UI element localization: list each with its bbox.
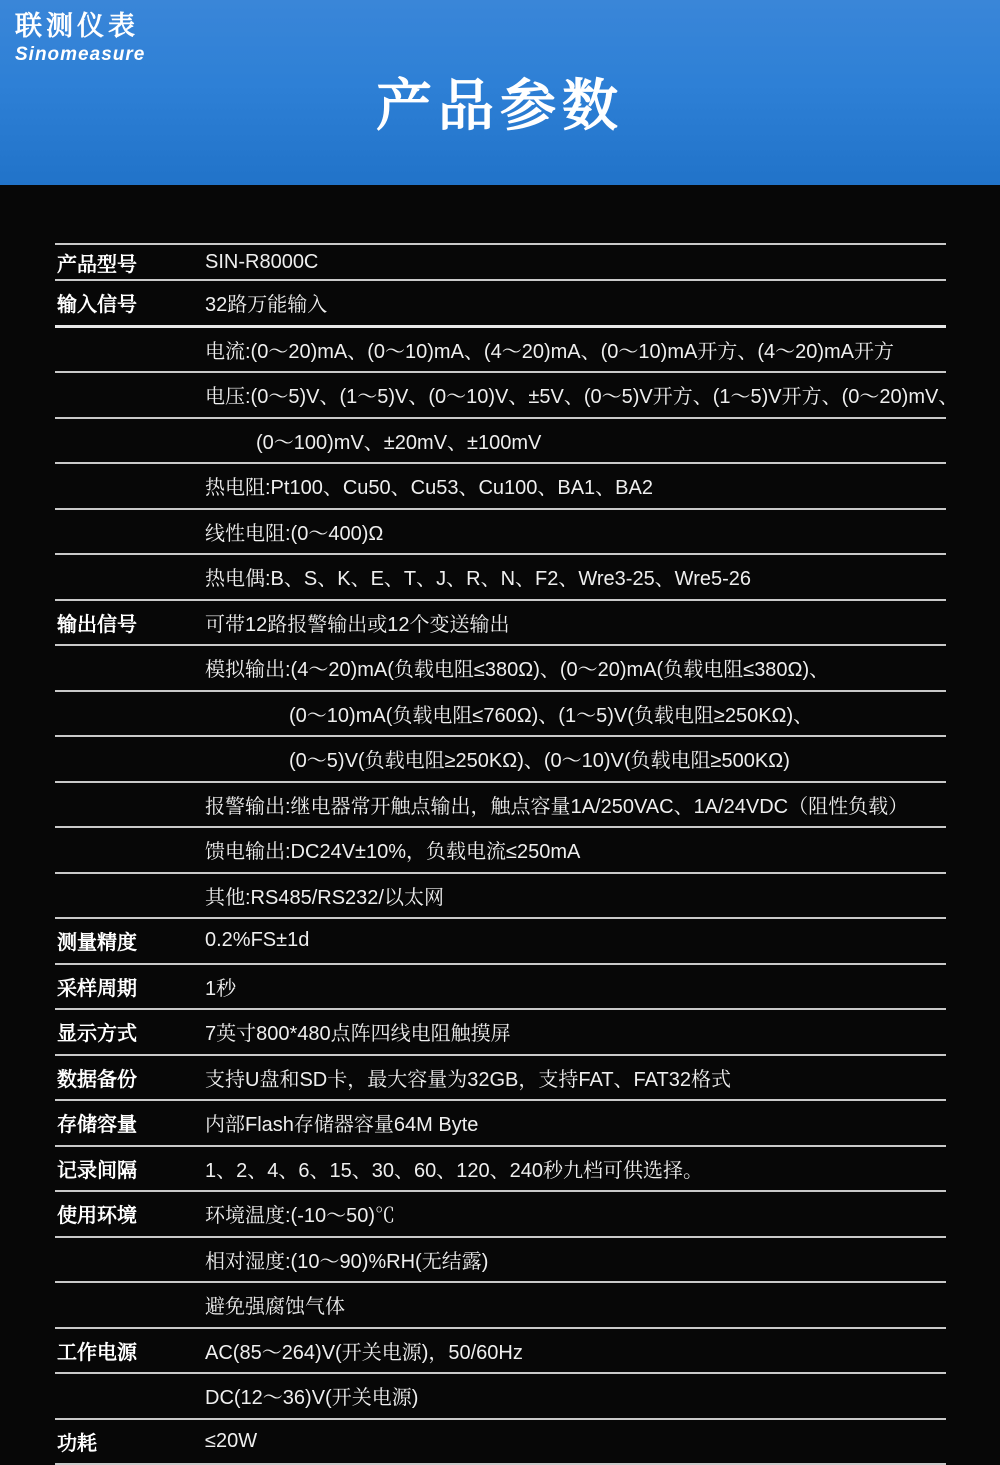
- table-row: [55, 281, 946, 328]
- spec-value: SIN-R8000C: [205, 251, 318, 274]
- spec-value: 相对湿度:(10～90)%RH(无结露): [205, 1245, 488, 1274]
- table-row: [55, 373, 946, 419]
- spec-label: 存储容量: [55, 1108, 205, 1137]
- spec-value: 支持U盘和SD卡，最大容量为32GB，支持FAT、FAT32格式: [205, 1063, 731, 1092]
- spec-value: 7英寸800*480点阵四线电阻触摸屏: [205, 1017, 511, 1046]
- table-row: [55, 1010, 946, 1056]
- spec-value: 报警输出:继电器常开触点输出，触点容量1A/250VAC、1A/24VDC（阻性负载）: [205, 790, 908, 819]
- table-row: [55, 601, 946, 647]
- table-row: [55, 1420, 946, 1465]
- spec-label: 产品型号: [55, 248, 205, 277]
- table-row: [55, 1374, 946, 1420]
- brand-logo: [15, 12, 145, 66]
- table-row: [55, 1147, 946, 1193]
- spec-value: DC(12～36)V(开关电源): [205, 1381, 418, 1410]
- spec-value: ≤20W: [205, 1430, 257, 1453]
- spec-value: (0～10)mA(负载电阻≤760Ω)、(1～5)V(负载电阻≥250KΩ)、: [205, 699, 813, 728]
- table-row: [55, 245, 946, 281]
- page-title: 产品参数: [0, 62, 1000, 142]
- page-header: [0, 0, 1000, 185]
- table-row: [55, 965, 946, 1011]
- spec-value: 电压:(0～5)V、(1～5)V、(0～10)V、±5V、(0～5)V开方、(1～5)V开方、(0～20)mV、: [205, 380, 958, 409]
- table-row: [55, 874, 946, 920]
- spec-label: 输出信号: [55, 608, 205, 637]
- spec-value: (0～5)V(负载电阻≥250KΩ)、(0～10)V(负载电阻≥500KΩ): [205, 744, 790, 773]
- table-row: [55, 692, 946, 738]
- table-row: [55, 555, 946, 601]
- table-row: [55, 828, 946, 874]
- spec-value: 1秒: [205, 972, 236, 1001]
- brand-name-cn: 联测仪表: [15, 12, 145, 42]
- spec-label: 工作电源: [55, 1336, 205, 1365]
- spec-label: 测量精度: [55, 926, 205, 955]
- table-row: [55, 510, 946, 556]
- table-row: [55, 783, 946, 829]
- spec-value: 0.2%FS±1d: [205, 929, 309, 952]
- spec-table: [55, 243, 946, 1465]
- spec-value: 可带12路报警输出或12个变送输出: [205, 608, 510, 637]
- table-row: [55, 919, 946, 965]
- spec-value: 线性电阻:(0～400)Ω: [205, 517, 383, 546]
- table-row: [55, 1192, 946, 1238]
- spec-label: 输入信号: [55, 288, 205, 317]
- table-row: [55, 328, 946, 374]
- spec-label: 使用环境: [55, 1199, 205, 1228]
- table-row: [55, 419, 946, 465]
- spec-value: 模拟输出:(4～20)mA(负载电阻≤380Ω)、(0～20)mA(负载电阻≤380Ω)、: [205, 653, 829, 682]
- table-row: [55, 1283, 946, 1329]
- spec-value: 环境温度:(-10～50)℃: [205, 1199, 395, 1228]
- spec-label: 数据备份: [55, 1063, 205, 1092]
- table-row: [55, 646, 946, 692]
- spec-value: 32路万能输入: [205, 288, 327, 317]
- spec-value: 其他:RS485/RS232/以太网: [205, 881, 444, 910]
- spec-value: (0～100)mV、±20mV、±100mV: [205, 426, 541, 455]
- table-row: [55, 737, 946, 783]
- spec-value: 1、2、4、6、15、30、60、120、240秒九档可供选择。: [205, 1154, 703, 1183]
- brand-name-en: Sinomeasure: [15, 45, 145, 66]
- spec-value: 电流:(0～20)mA、(0～10)mA、(4～20)mA、(0～10)mA开方、(4～20)mA开方: [205, 335, 894, 364]
- spec-value: 内部Flash存储器容量64M Byte: [205, 1108, 478, 1137]
- spec-table-body: [55, 245, 946, 1465]
- table-row: [55, 464, 946, 510]
- spec-value: 馈电输出:DC24V±10%，负载电流≤250mA: [205, 835, 580, 864]
- table-row: [55, 1056, 946, 1102]
- spec-label: 采样周期: [55, 972, 205, 1001]
- spec-value: 避免强腐蚀气体: [205, 1290, 345, 1319]
- spec-value: 热电偶:B、S、K、E、T、J、R、N、F2、Wre3-25、Wre5-26: [205, 562, 751, 591]
- spec-label: 功耗: [55, 1427, 205, 1456]
- spec-label: 记录间隔: [55, 1154, 205, 1183]
- table-row: [55, 1329, 946, 1375]
- table-row: [55, 1238, 946, 1284]
- spec-value: 热电阻:Pt100、Cu50、Cu53、Cu100、BA1、BA2: [205, 471, 653, 500]
- spec-label: 显示方式: [55, 1017, 205, 1046]
- spec-value: AC(85～264)V(开关电源)，50/60Hz: [205, 1336, 523, 1365]
- table-row: [55, 1101, 946, 1147]
